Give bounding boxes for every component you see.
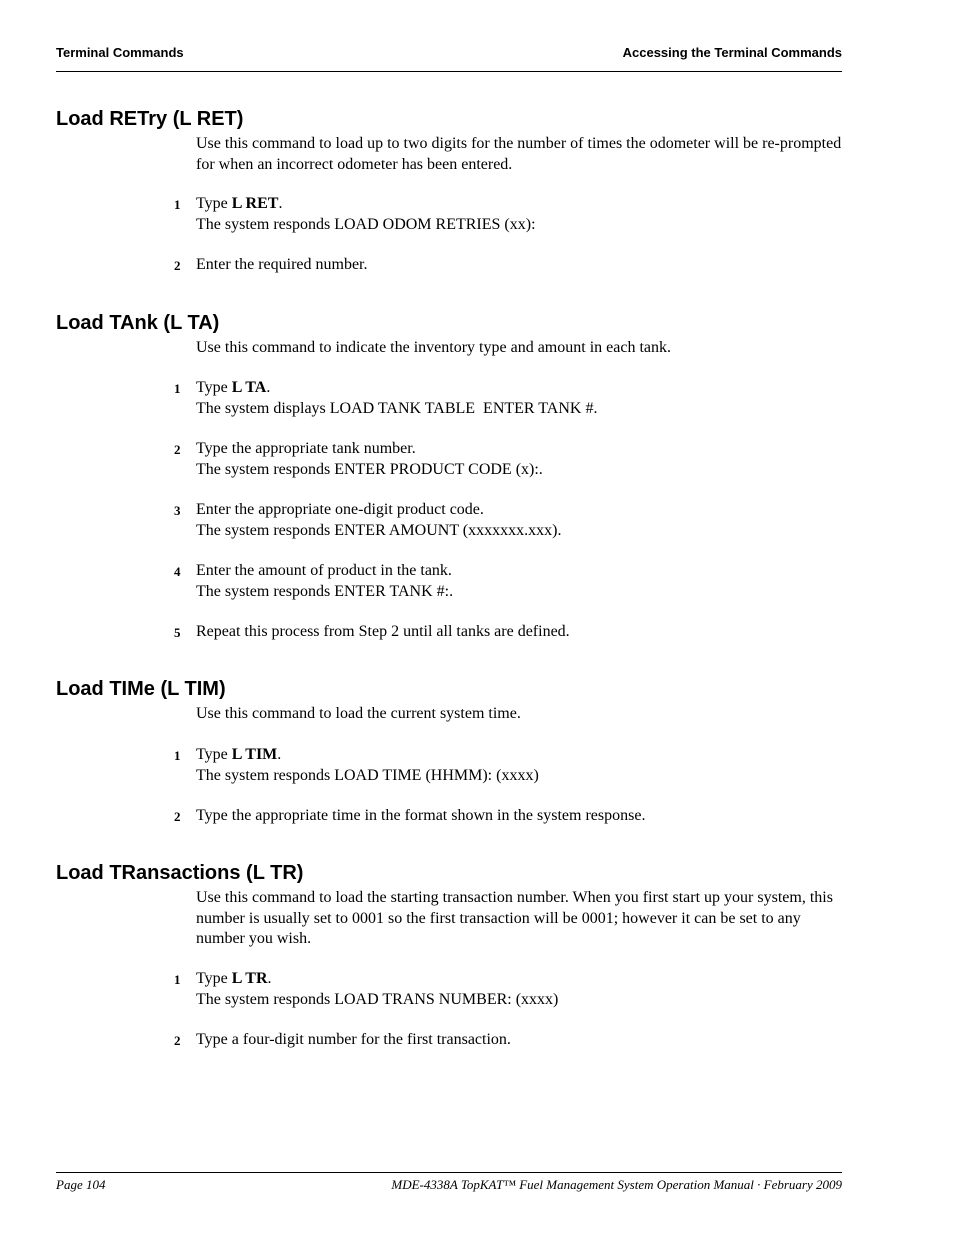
step-number: 3	[174, 503, 181, 518]
section-title-load-transactions: Load TRansactions (L TR)	[56, 862, 304, 884]
section-title-load-time: Load TIMe (L TIM)	[56, 678, 226, 700]
step-command: L TIM	[231, 746, 278, 763]
running-header-right: Accessing the Terminal Commands	[622, 45, 842, 60]
step-text-suffix: .	[267, 970, 272, 987]
step-response: The system displays LOAD TANK TABLE ENTER TANK #.	[196, 399, 598, 417]
step-response: The system responds ENTER PRODUCT CODE (x):.	[196, 460, 543, 478]
step-response: The system responds LOAD TRANS NUMBER: (xxxx)	[196, 990, 559, 1008]
step-text: Type	[196, 379, 232, 396]
step-number: 5	[174, 625, 181, 640]
step-text: Repeat this process from Step 2 until all tanks are defined.	[196, 623, 570, 640]
section-intro-load-retry: Use this command to load up to two digits for the number of times the odometer will be re-prompted for when an incorrect odometer has been entered.	[196, 135, 842, 173]
step-response: The system responds ENTER AMOUNT (xxxxxxx.xxx).	[196, 521, 562, 539]
step-command: L TA	[231, 379, 267, 396]
section-intro-load-time: Use this command to load the current system time.	[196, 705, 521, 722]
section-title-load-retry: Load RETry (L RET)	[56, 108, 244, 130]
step-text: Type the appropriate tank number.	[196, 440, 416, 457]
section-title-load-tank: Load TAnk (L TA)	[56, 312, 220, 334]
step-text: Type	[196, 195, 232, 212]
step-number: 1	[174, 748, 181, 763]
step-number: 1	[174, 972, 181, 987]
step-text: Enter the appropriate one-digit product code.	[196, 501, 484, 518]
step-number: 1	[174, 197, 181, 212]
step-text: Type	[196, 970, 232, 987]
step-response: The system responds LOAD ODOM RETRIES (xx):	[196, 215, 536, 233]
footer-rule	[56, 1172, 842, 1173]
step-text-suffix: .	[277, 746, 282, 763]
step-text: Type the appropriate time in the format shown in the system response.	[196, 807, 646, 824]
step-text: Type a four-digit number for the first transaction.	[196, 1031, 511, 1048]
step-text: Enter the required number.	[196, 256, 368, 273]
header-rule	[56, 71, 842, 72]
step-command: L TR	[231, 970, 268, 987]
step-text: Type	[196, 746, 232, 763]
step-text: Enter the amount of product in the tank.	[196, 562, 452, 579]
step-text-suffix: .	[266, 379, 271, 396]
step-response: The system responds ENTER TANK #:.	[196, 582, 454, 600]
step-number: 2	[174, 258, 181, 273]
section-intro-load-tank: Use this command to indicate the inventory type and amount in each tank.	[196, 339, 671, 356]
step-number: 2	[174, 1033, 181, 1048]
step-number: 4	[174, 564, 181, 579]
step-number: 2	[174, 442, 181, 457]
step-text-suffix: .	[278, 195, 283, 212]
page-number: Page 104	[56, 1177, 106, 1192]
section-intro-load-transactions: Use this command to load the starting transaction number. When you first start up your system, this number is usually set to 0001 so the first transaction will be 0001; however it can be set to any number you wish.	[196, 889, 833, 947]
step-command: L RET	[231, 195, 279, 212]
step-number: 2	[174, 809, 181, 824]
running-header-left: Terminal Commands	[56, 45, 184, 60]
step-number: 1	[174, 381, 181, 396]
step-response: The system responds LOAD TIME (HHMM): (xxxx)	[196, 766, 539, 784]
document-footer: MDE-4338A TopKAT™ Fuel Management System Operation Manual · February 2009	[391, 1177, 842, 1192]
